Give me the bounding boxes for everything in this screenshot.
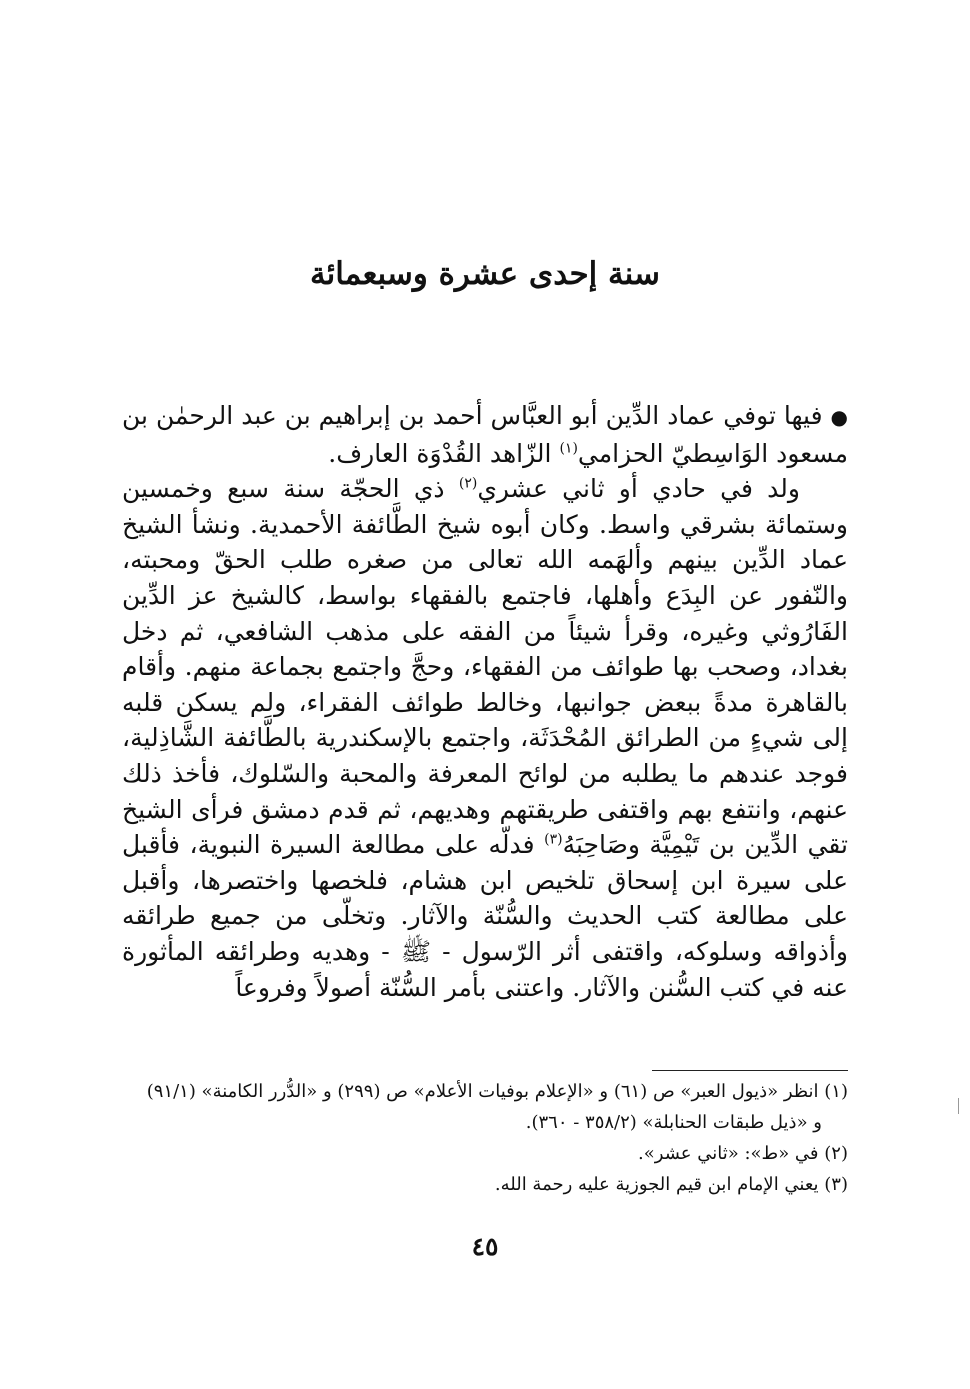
paragraph-2-seg-1: ولد في حادي أو ثاني عشري xyxy=(477,474,800,504)
footnotes xyxy=(122,1076,848,1200)
section-heading: سنة إحدى عشرة وسبعمائة xyxy=(309,256,660,292)
footnote-1-continued: و «ذيل طبقات الحنابلة» (٣٥٨/٢ - ٣٦٠). xyxy=(525,1112,822,1133)
scan-margin-mark xyxy=(958,1098,959,1114)
paragraph-1-text: فيها توفي عماد الدِّين أبو العبَّاس أحمد بن إبراهيم بن عبد الرحمٰن بن مسعود الوَاسِطيّ الحزامي xyxy=(122,401,848,468)
paragraph-1-text-end: الزّاهد القُدْوَة العارف. xyxy=(328,438,560,468)
main-text xyxy=(122,398,848,1005)
page-number: ٤٥ xyxy=(471,1232,499,1261)
footnote-ref-3: (٣) xyxy=(544,831,563,848)
paragraph-2-seg-3: فدلّه على مطالعة السيرة النبوية، فأقبل على سيرة ابن إسحاق تلخيص ابن هشام، فلخصها واختصرها، وأقبل على مطالعة كتب الحديث والسُّنّة والآثار. وتخلّى من جميع طرائقه وأذواقه وسلوكه، واقتفى أثر الرّسول - ﷺ - وهديه وطرائقه المأثورة عنه في كتب السُّنن والآثار. واعتنى بأمر السُّنّة أصولاً وفروعاً xyxy=(122,830,848,1002)
footnote-divider xyxy=(652,1070,848,1071)
paragraph-2-seg-2: ذي الحجّة سنة سبع وخمسين وستمائة بشرقي واسط. وكان أبوه شيخ الطَّائفة الأحمدية. ونشأ الشيخ عماد الدِّين بينهم وألهَمه الله تعالى من صغره طلب الحقّ ومحبته، والنّفور عن البِدَع وأهلها، فاجتمع بالفقهاء بواسط، كالشيخ عز الدِّين الفَارُوثي وغيره، وقرأ شيئاً من الفقه على مذهب الشافعي، ثم دخل بغداد، وصحب بها طوائف من الفقهاء، وحجَّ واجتمع بجماعة منهم. وأقام بالقاهرة مدةً ببعض جوانبها، وخالط طوائف الفقراء، ولم يسكن قلبه إلى شيءٍ من الطرائق المُحْدَثَة، واجتمع بالإسكندرية بالطَّائفة الشَّاذِلية، فوجد عندهم ما يطلبه من لوائح المعرفة والمحبة والسّلوك، فأخذ ذلك عنهم، وانتفع بهم واقتفى طريقتهم وهديهم، ثم قدم دمشق فرأى الشيخ تقي الدِّين بن تَيْمِيَّة وصَاحِبَهُ xyxy=(122,474,848,860)
paragraph-2 xyxy=(122,471,848,1005)
footnote-1: (١) انظر «ذيول العبر» ص (٦١) و «الإعلام بوفيات الأعلام» ص (٢٩٩) و «الدُّرر الكامنة» (٩١/١) xyxy=(146,1081,848,1102)
paragraph-1 xyxy=(122,398,848,471)
footnote-3: (٣) يعني الإمام ابن قيم الجوزية عليه رحمة الله. xyxy=(494,1174,848,1195)
bullet-icon: ● xyxy=(830,405,849,429)
footnote-2: (٢) في «ط»: «ثاني عشر». xyxy=(638,1143,848,1164)
footnote-ref-2: (٢) xyxy=(458,475,478,492)
footnote-ref-1: (١) xyxy=(559,440,578,457)
